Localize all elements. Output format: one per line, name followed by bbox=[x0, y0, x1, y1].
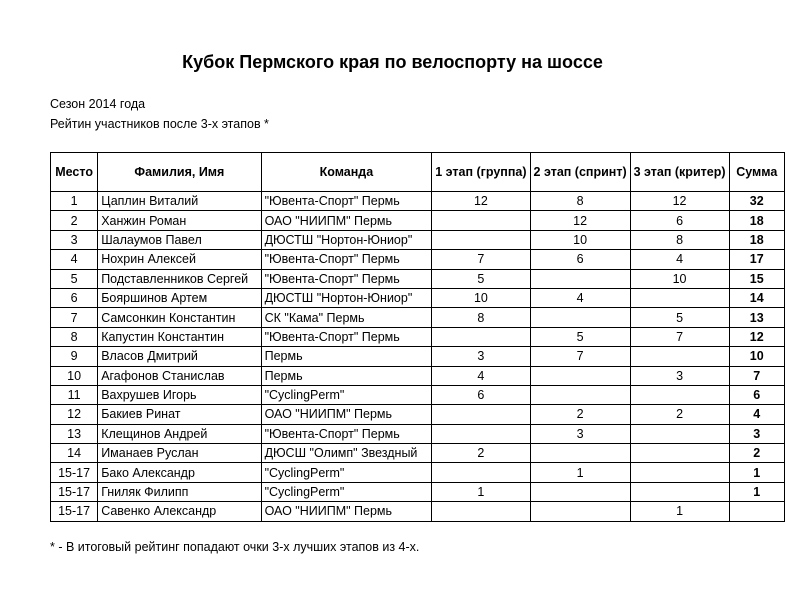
stage3-cell: 12 bbox=[630, 192, 729, 211]
stage1-cell: 1 bbox=[432, 482, 530, 501]
stage1-cell bbox=[432, 463, 530, 482]
page-title: Кубок Пермского края по велоспорту на шоссе bbox=[182, 52, 603, 72]
place-cell: 15-17 bbox=[51, 502, 98, 521]
header-team: Команда bbox=[261, 153, 432, 192]
sum-cell: 17 bbox=[729, 250, 785, 269]
name-cell: Шалаумов Павел bbox=[98, 230, 261, 249]
table-row bbox=[51, 230, 785, 249]
name-cell: Бояршинов Артем bbox=[98, 288, 261, 307]
rating-subtitle: Рейтин участников после 3-х этапов * bbox=[50, 117, 269, 131]
stage1-cell: 12 bbox=[432, 192, 530, 211]
stage2-cell bbox=[530, 366, 630, 385]
sum-cell: 15 bbox=[729, 269, 785, 288]
place-cell: 13 bbox=[51, 424, 98, 443]
name-cell: Самсонкин Константин bbox=[98, 308, 261, 327]
stage1-cell: 10 bbox=[432, 288, 530, 307]
place-cell: 10 bbox=[51, 366, 98, 385]
name-cell: Агафонов Станислав bbox=[98, 366, 261, 385]
sum-cell: 12 bbox=[729, 327, 785, 346]
team-cell: ОАО "НИИПМ" Пермь bbox=[261, 211, 432, 230]
stage3-cell bbox=[630, 424, 729, 443]
table-row bbox=[51, 502, 785, 521]
rating-table bbox=[50, 152, 785, 522]
team-cell: Пермь bbox=[261, 366, 432, 385]
header-sum: Сумма bbox=[729, 153, 785, 192]
stage3-cell: 1 bbox=[630, 502, 729, 521]
stage2-cell: 1 bbox=[530, 463, 630, 482]
table-header-row bbox=[51, 153, 785, 192]
place-cell: 15-17 bbox=[51, 482, 98, 501]
stage3-cell bbox=[630, 288, 729, 307]
name-cell: Иманаев Руслан bbox=[98, 444, 261, 463]
stage1-cell bbox=[432, 211, 530, 230]
stage1-cell: 5 bbox=[432, 269, 530, 288]
team-cell: "Ювента-Спорт" Пермь bbox=[261, 269, 432, 288]
stage3-cell: 10 bbox=[630, 269, 729, 288]
place-cell: 5 bbox=[51, 269, 98, 288]
team-cell: ДЮСТШ "Нортон-Юниор" bbox=[261, 288, 432, 307]
table-row bbox=[51, 405, 785, 424]
stage1-cell bbox=[432, 405, 530, 424]
team-cell: "Ювента-Спорт" Пермь bbox=[261, 424, 432, 443]
stage1-cell: 8 bbox=[432, 308, 530, 327]
stage2-cell bbox=[530, 502, 630, 521]
stage3-cell bbox=[630, 385, 729, 404]
season-label: Сезон 2014 года bbox=[50, 97, 146, 111]
sum-cell bbox=[729, 502, 785, 521]
name-cell: Цаплин Виталий bbox=[98, 192, 261, 211]
table-row bbox=[51, 463, 785, 482]
table-row bbox=[51, 424, 785, 443]
stage2-cell: 2 bbox=[530, 405, 630, 424]
stage1-cell bbox=[432, 230, 530, 249]
name-cell: Власов Дмитрий bbox=[98, 347, 261, 366]
sum-cell: 7 bbox=[729, 366, 785, 385]
stage3-cell: 8 bbox=[630, 230, 729, 249]
stage3-cell bbox=[630, 482, 729, 501]
stage1-cell: 4 bbox=[432, 366, 530, 385]
place-cell: 8 bbox=[51, 327, 98, 346]
stage1-cell: 3 bbox=[432, 347, 530, 366]
name-cell: Подставленников Сергей bbox=[98, 269, 261, 288]
stage1-cell: 6 bbox=[432, 385, 530, 404]
sum-cell: 3 bbox=[729, 424, 785, 443]
stage3-cell: 6 bbox=[630, 211, 729, 230]
team-cell: ОАО "НИИПМ" Пермь bbox=[261, 502, 432, 521]
stage2-cell: 10 bbox=[530, 230, 630, 249]
place-cell: 1 bbox=[51, 192, 98, 211]
team-cell: "CyclingPerm" bbox=[261, 385, 432, 404]
stage1-cell bbox=[432, 502, 530, 521]
footnote: * - В итоговый рейтинг попадают очки 3-х лучших этапов из 4-х. bbox=[50, 540, 420, 554]
name-cell: Бакиев Ринат bbox=[98, 405, 261, 424]
place-cell: 4 bbox=[51, 250, 98, 269]
stage1-cell: 2 bbox=[432, 444, 530, 463]
stage1-cell: 7 bbox=[432, 250, 530, 269]
stage2-cell: 7 bbox=[530, 347, 630, 366]
stage2-cell: 4 bbox=[530, 288, 630, 307]
table-row bbox=[51, 327, 785, 346]
stage3-cell: 7 bbox=[630, 327, 729, 346]
header-stage1: 1 этап (группа) bbox=[432, 153, 530, 192]
table-row bbox=[51, 308, 785, 327]
team-cell: Пермь bbox=[261, 347, 432, 366]
header-place: Место bbox=[51, 153, 98, 192]
sum-cell: 6 bbox=[729, 385, 785, 404]
sum-cell: 32 bbox=[729, 192, 785, 211]
table-row bbox=[51, 385, 785, 404]
table-row bbox=[51, 366, 785, 385]
table-row bbox=[51, 347, 785, 366]
sum-cell: 18 bbox=[729, 230, 785, 249]
header-name: Фамилия, Имя bbox=[98, 153, 261, 192]
stage2-cell: 8 bbox=[530, 192, 630, 211]
table-row bbox=[51, 250, 785, 269]
table-row bbox=[51, 482, 785, 501]
stage3-cell: 4 bbox=[630, 250, 729, 269]
stage2-cell: 5 bbox=[530, 327, 630, 346]
stage3-cell: 2 bbox=[630, 405, 729, 424]
sum-cell: 18 bbox=[729, 211, 785, 230]
stage3-cell bbox=[630, 347, 729, 366]
header-stage2: 2 этап (спринт) bbox=[530, 153, 630, 192]
place-cell: 9 bbox=[51, 347, 98, 366]
stage2-cell bbox=[530, 444, 630, 463]
team-cell: ОАО "НИИПМ" Пермь bbox=[261, 405, 432, 424]
place-cell: 7 bbox=[51, 308, 98, 327]
stage3-cell: 5 bbox=[630, 308, 729, 327]
stage2-cell: 12 bbox=[530, 211, 630, 230]
place-cell: 12 bbox=[51, 405, 98, 424]
team-cell: СК "Кама" Пермь bbox=[261, 308, 432, 327]
sum-cell: 2 bbox=[729, 444, 785, 463]
team-cell: ДЮСШ "Олимп" Звездный bbox=[261, 444, 432, 463]
table-row bbox=[51, 211, 785, 230]
team-cell: "Ювента-Спорт" Пермь bbox=[261, 192, 432, 211]
table-row bbox=[51, 192, 785, 211]
stage1-cell bbox=[432, 424, 530, 443]
team-cell: "CyclingPerm" bbox=[261, 482, 432, 501]
stage2-cell bbox=[530, 308, 630, 327]
name-cell: Клещинов Андрей bbox=[98, 424, 261, 443]
place-cell: 15-17 bbox=[51, 463, 98, 482]
sum-cell: 10 bbox=[729, 347, 785, 366]
sum-cell: 4 bbox=[729, 405, 785, 424]
sum-cell: 14 bbox=[729, 288, 785, 307]
name-cell: Капустин Константин bbox=[98, 327, 261, 346]
stage3-cell bbox=[630, 463, 729, 482]
stage1-cell bbox=[432, 327, 530, 346]
stage2-cell bbox=[530, 482, 630, 501]
table-row bbox=[51, 444, 785, 463]
name-cell: Бако Александр bbox=[98, 463, 261, 482]
stage2-cell bbox=[530, 269, 630, 288]
table-row bbox=[51, 269, 785, 288]
team-cell: "Ювента-Спорт" Пермь bbox=[261, 327, 432, 346]
stage2-cell bbox=[530, 385, 630, 404]
stage3-cell bbox=[630, 444, 729, 463]
place-cell: 3 bbox=[51, 230, 98, 249]
header-stage3: 3 этап (критер) bbox=[630, 153, 729, 192]
place-cell: 6 bbox=[51, 288, 98, 307]
place-cell: 2 bbox=[51, 211, 98, 230]
name-cell: Вахрушев Игорь bbox=[98, 385, 261, 404]
name-cell: Ханжин Роман bbox=[98, 211, 261, 230]
place-cell: 14 bbox=[51, 444, 98, 463]
stage2-cell: 6 bbox=[530, 250, 630, 269]
sum-cell: 1 bbox=[729, 482, 785, 501]
team-cell: "CyclingPerm" bbox=[261, 463, 432, 482]
table-row bbox=[51, 288, 785, 307]
place-cell: 11 bbox=[51, 385, 98, 404]
team-cell: ДЮСТШ "Нортон-Юниор" bbox=[261, 230, 432, 249]
sum-cell: 13 bbox=[729, 308, 785, 327]
name-cell: Гниляк Филипп bbox=[98, 482, 261, 501]
sum-cell: 1 bbox=[729, 463, 785, 482]
name-cell: Савенко Александр bbox=[98, 502, 261, 521]
team-cell: "Ювента-Спорт" Пермь bbox=[261, 250, 432, 269]
stage2-cell: 3 bbox=[530, 424, 630, 443]
name-cell: Нохрин Алексей bbox=[98, 250, 261, 269]
stage3-cell: 3 bbox=[630, 366, 729, 385]
